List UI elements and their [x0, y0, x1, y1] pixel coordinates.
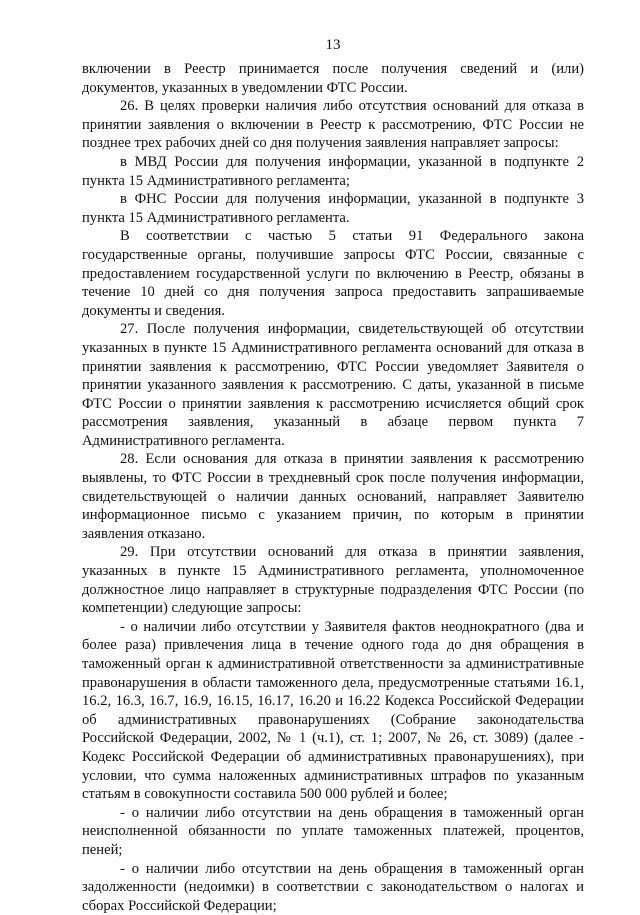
paragraph-26-deadline: В соответствии с частью 5 статьи 91 Федерального закона государственные органы, получившие запросы ФТС России, связанные с предоставлением государственной услуги по включению в Реестр, обязаны в течение 10 дней со дня получения запроса предоставить запрашиваемые документы и сведения.: [82, 228, 584, 319]
list-item-violations: - о наличии либо отсутствии у Заявителя фактов неоднократного (два и более раза) привлечения лица в течение одного года до дня обращения в таможенный орган к административной ответственности за административные правонарушения в области таможенного дела, предусмотренные статьями 16.1, 16.2, 16.3, 16.7, 16.9, 16.15, 16.17, 16.20 и 16.22 Кодекса Российской Федерации об административных правонарушениях (Собрание законодательства Российской Федерации, 2002, № 1 (ч.1), ст. 1; 2007, № 26, ст. 3089) (далее - Кодекс Российской Федерации об административных правонарушениях), при условии, что сумма наложенных административных штрафов по указанным статьям в совокупности составила 500 000 рублей и более;: [82, 618, 584, 803]
paragraph-26-mvd-request: в МВД России для получения информации, указанной в подпункте 2 пункта 15 Административного регламента;: [82, 153, 584, 189]
paragraph-28: 28. Если основания для отказа в принятии заявления к рассмотрению выявлены, то ФТС России в трехдневный срок после получения информации, свидетельствующей о наличии данных оснований, направляет Заявителю информационное письмо с указанием причин, по которым в принятии заявления отказано.: [82, 451, 584, 542]
document-page: [82, 36, 584, 915]
paragraph-26-fns-request: в ФНС России для получения информации, указанной в подпункте 3 пункта 15 Административного регламента.: [82, 191, 584, 226]
page-number: 13: [325, 37, 341, 53]
paragraph-27: 27. После получения информации, свидетельствующей об отсутствии указанных в пункте 15 Административного регламента оснований для отказа в принятии заявления к рассмотрению, ФТС России уведомляет Заявителя о принятии указанного заявления к рассмотрению. С даты, указанной в письме ФТС России о принятии заявления к рассмотрению исчисляется общий срок рассмотрения заявления, указанный в абзаце первом пункта 7 Административного регламента.: [82, 321, 584, 449]
document-body: [82, 60, 584, 915]
paragraph-26: 26. В целях проверки наличия либо отсутствия оснований для отказа в принятии заявления о включении в Реестр к рассмотрению, ФТС России не позднее трех рабочих дней со дня получения заявления направляет запросы:: [82, 98, 584, 152]
list-item-unpaid-payments: - о наличии либо отсутствии на день обращения в таможенный орган неисполненной обязанности по уплате таможенных платежей, процентов, пеней;: [82, 804, 584, 858]
list-item-tax-debt: - о наличии либо отсутствии на день обращения в таможенный орган задолженности (недоимки) в соответствии с законодательством о налогах и сборах Российской Федерации;: [82, 860, 584, 914]
paragraph-29: 29. При отсутствии оснований для отказа в принятии заявления, указанных в пункте 15 Административного регламента, уполномоченное должностное лицо направляет в структурные подразделения ФТС России (по компетенции) следующие запросы:: [82, 544, 584, 617]
paragraph-continuation: включении в Реестр принимается после получения сведений и (или) документов, указанных в уведомлении ФТС России.: [82, 61, 584, 96]
